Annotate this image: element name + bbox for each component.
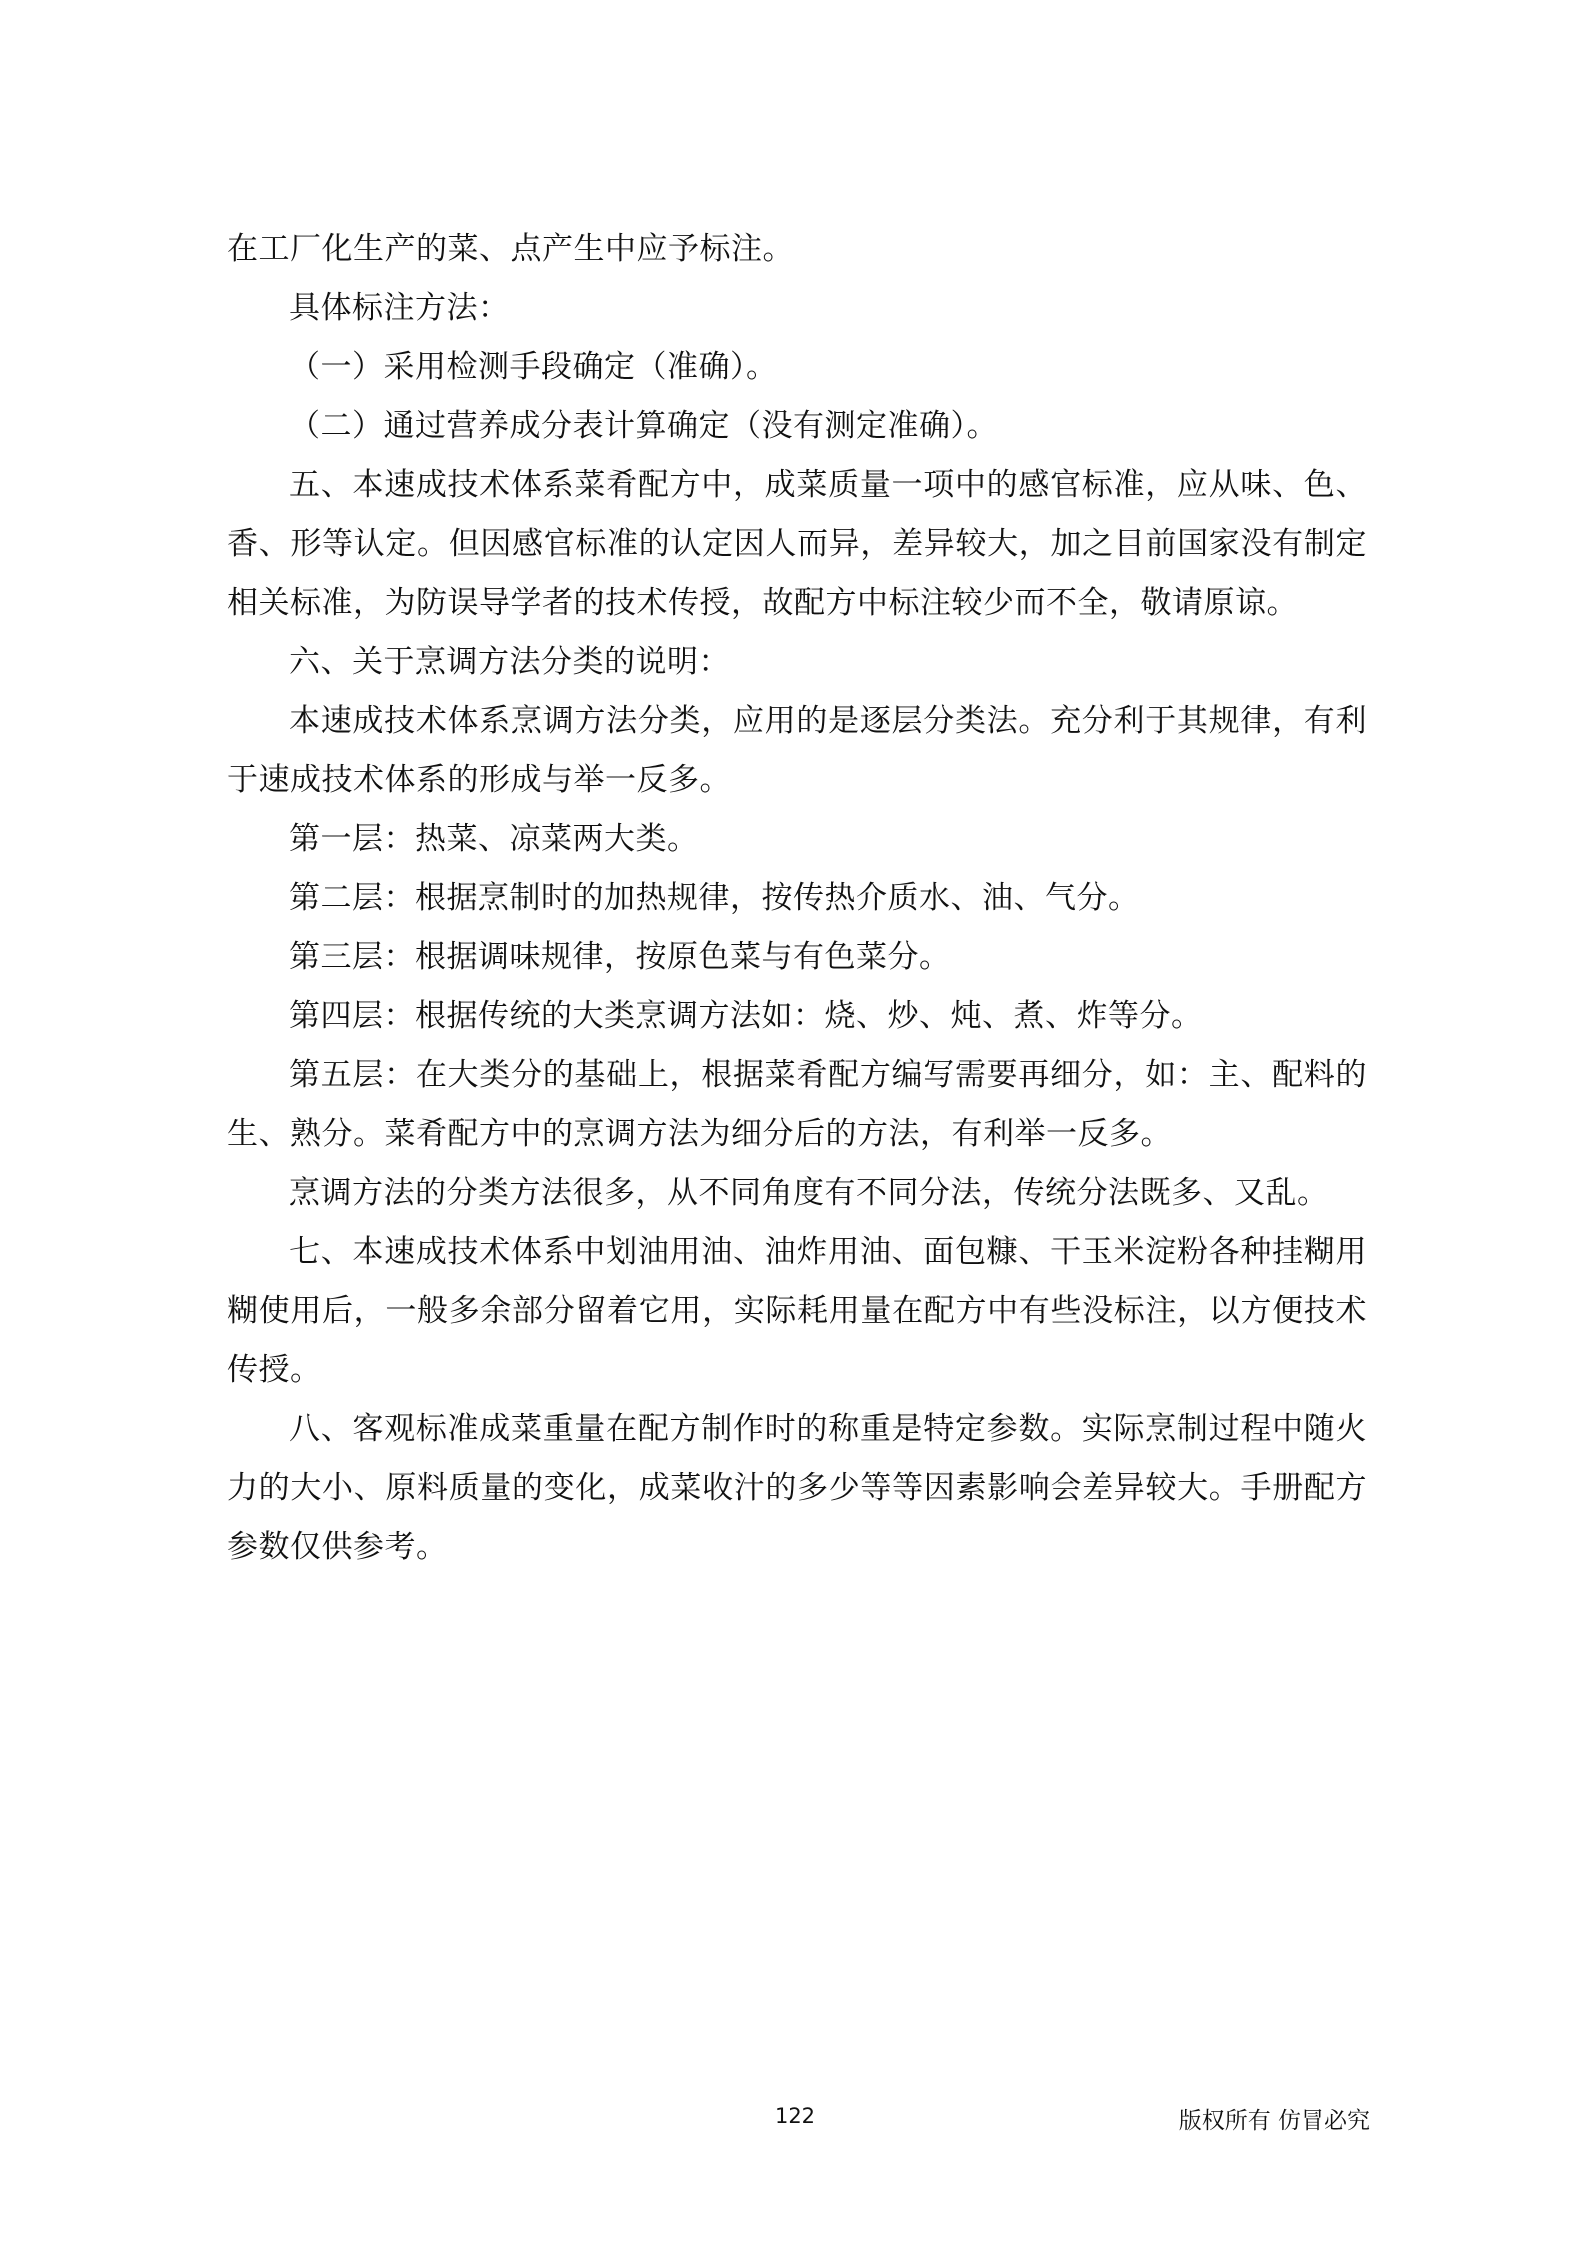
paragraph: 烹调方法的分类方法很多，从不同角度有不同分法，传统分法既多、又乱。 <box>289 1175 1329 1211</box>
body-text <box>227 220 1367 1577</box>
paragraph: 第一层：热菜、凉菜两大类。 <box>289 821 699 857</box>
paragraph: 七、本速成技术体系中划油用油、油炸用油、面包糠、干玉米淀粉各种挂糊用糊使用后，一般多余部分留着它用，实际耗用量在配方中有些没标注，以方便技术传授。 <box>227 1234 1367 1388</box>
paragraph: 第五层：在大类分的基础上，根据菜肴配方编写需要再细分，如：主、配料的生、熟分。菜肴配方中的烹调方法为细分后的方法，有利举一反多。 <box>227 1057 1367 1152</box>
paragraph: 六、关于烹调方法分类的说明： <box>289 644 730 680</box>
page-number: 122 <box>774 2104 816 2128</box>
paragraph: （一）采用检测手段确定（准确）。 <box>289 349 778 385</box>
paragraph: 本速成技术体系烹调方法分类，应用的是逐层分类法。充分利于其规律，有利于速成技术体系的形成与举一反多。 <box>227 703 1367 798</box>
paragraph: 具体标注方法： <box>289 290 510 326</box>
paragraph: 第四层：根据传统的大类烹调方法如：烧、炒、炖、煮、炸等分。 <box>289 998 1203 1034</box>
copyright-notice: 版权所有 仿冒必究 <box>1178 2108 1370 2134</box>
paragraph: 第二层：根据烹制时的加热规律，按传热介质水、油、气分。 <box>289 880 1140 916</box>
paragraph: （二）通过营养成分表计算确定（没有测定准确）。 <box>289 408 998 444</box>
paragraph: 五、本速成技术体系菜肴配方中，成菜质量一项中的感官标准，应从味、色、香、形等认定。但因感官标准的认定因人而异，差异较大，加之目前国家没有制定相关标准，为防误导学者的技术传授，故配方中标注较少而不全，敬请原谅。 <box>227 467 1367 621</box>
paragraph: 八、客观标准成菜重量在配方制作时的称重是特定参数。实际烹制过程中随火力的大小、原料质量的变化，成菜收汁的多少等等因素影响会差异较大。手册配方参数仅供参考。 <box>227 1411 1367 1565</box>
paragraph: 在工厂化生产的菜、点产生中应予标注。 <box>227 231 794 267</box>
paragraph: 第三层：根据调味规律，按原色菜与有色菜分。 <box>289 939 951 975</box>
